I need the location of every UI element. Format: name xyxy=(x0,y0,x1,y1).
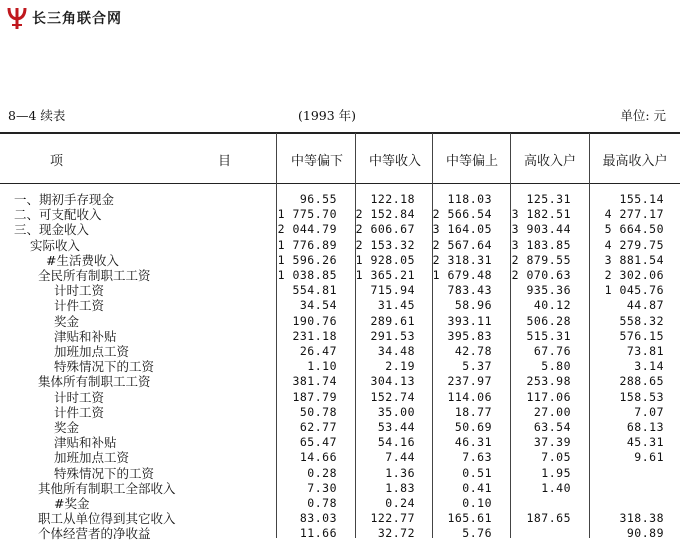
row-value: 3 183.85 xyxy=(511,237,571,252)
row-value: 165.61 xyxy=(447,511,492,526)
table-row xyxy=(0,268,680,283)
row-value: 7.63 xyxy=(462,450,492,465)
row-value: 2 152.84 xyxy=(355,207,415,222)
table-row xyxy=(0,207,680,222)
row-value: 0.78 xyxy=(307,496,337,510)
row-value: 554.81 xyxy=(292,283,337,298)
row-value: 2 044.79 xyxy=(277,222,337,237)
row-value: 122.77 xyxy=(370,511,415,526)
row-label: 特殊情况下的工资 xyxy=(54,465,155,481)
row-value: 40.12 xyxy=(533,298,571,313)
row-value: 7.30 xyxy=(307,480,337,495)
row-label: 加班加点工资 xyxy=(54,344,130,359)
row-value: 783.43 xyxy=(447,283,492,298)
row-value: 2 153.32 xyxy=(355,237,415,252)
table-row xyxy=(0,405,680,420)
row-label: 奖金 xyxy=(54,420,80,435)
row-value: 58.96 xyxy=(454,298,492,313)
table-unit: 单位: 元 xyxy=(620,108,666,123)
table-row xyxy=(0,359,680,374)
row-label: 职工从单位得到其它收入 xyxy=(38,511,176,527)
row-value: 393.11 xyxy=(447,313,492,328)
trident-logo-icon xyxy=(6,6,28,30)
table-row xyxy=(0,420,680,435)
table-row xyxy=(0,526,680,541)
row-value: 42.78 xyxy=(454,344,492,358)
row-value: 54.16 xyxy=(377,435,415,450)
row-value: 3 881.54 xyxy=(604,252,664,267)
row-value: 7.07 xyxy=(634,404,664,419)
row-value: 5.76 xyxy=(462,526,492,541)
row-value: 7.05 xyxy=(541,450,571,465)
row-value: 62.77 xyxy=(299,420,337,434)
column-header-highest: 最高收入户 xyxy=(602,154,668,169)
site-name: 长三角联合网 xyxy=(32,11,122,27)
row-label: 计时工资 xyxy=(54,283,105,299)
row-value: 114.06 xyxy=(447,389,492,404)
table-row xyxy=(0,344,680,359)
row-label: 计时工资 xyxy=(54,389,105,405)
row-value: 381.74 xyxy=(292,374,337,389)
row-value: 395.83 xyxy=(447,328,492,343)
row-value: 2 879.55 xyxy=(511,252,571,267)
row-value: 45.31 xyxy=(626,435,664,450)
table-row xyxy=(0,314,680,329)
row-value: 44.87 xyxy=(626,298,664,313)
row-value: 18.77 xyxy=(454,404,492,419)
row-label: #生活费收入 xyxy=(46,252,119,268)
row-value: 5.37 xyxy=(462,359,492,374)
row-value: 9.61 xyxy=(634,450,664,465)
row-value: 2 566.54 xyxy=(432,207,492,222)
row-value: 50.78 xyxy=(299,404,337,419)
row-label: 奖金 xyxy=(54,313,80,329)
table-row xyxy=(0,374,680,389)
row-value: 3 164.05 xyxy=(432,222,492,237)
row-value: 2 070.63 xyxy=(511,268,571,282)
row-value: 83.03 xyxy=(299,511,337,526)
row-value: 237.97 xyxy=(447,374,492,389)
row-value: 63.54 xyxy=(533,420,571,434)
row-value: 0.51 xyxy=(462,465,492,480)
row-value: 50.69 xyxy=(454,420,492,434)
header-item-left: 项 xyxy=(50,154,64,169)
row-value: 288.65 xyxy=(619,374,664,389)
row-value: 3 903.44 xyxy=(511,222,571,237)
row-label: 计件工资 xyxy=(54,404,105,420)
row-value: 11.66 xyxy=(299,526,337,541)
row-label: 其他所有制职工全部收入 xyxy=(38,480,176,496)
row-label: #奖金 xyxy=(54,496,90,511)
row-value: 2 567.64 xyxy=(432,237,492,252)
row-value: 14.66 xyxy=(299,450,337,465)
row-value: 1 679.48 xyxy=(432,268,492,282)
row-value: 1 365.21 xyxy=(355,268,415,282)
row-value: 515.31 xyxy=(526,328,571,343)
row-value: 31.45 xyxy=(377,298,415,313)
table-top-rule xyxy=(0,132,680,134)
row-value: 1.36 xyxy=(385,465,415,480)
row-value: 46.31 xyxy=(454,435,492,450)
site-logo[interactable] xyxy=(6,6,122,30)
row-value: 122.18 xyxy=(370,192,415,206)
row-value: 1.10 xyxy=(307,359,337,374)
table-number: 8—4 续表 xyxy=(8,108,66,123)
row-value: 231.18 xyxy=(292,328,337,343)
row-value: 35.00 xyxy=(377,404,415,419)
row-value: 68.13 xyxy=(626,420,664,434)
table-row xyxy=(0,511,680,526)
row-value: 7.44 xyxy=(385,450,415,465)
table-row xyxy=(0,298,680,313)
table-year: (1993 年) xyxy=(298,108,357,123)
table-row xyxy=(0,283,680,298)
column-header-middle: 中等收入 xyxy=(368,154,421,169)
row-value: 187.65 xyxy=(526,511,571,526)
row-value: 558.32 xyxy=(619,313,664,328)
row-label: 津贴和补贴 xyxy=(54,328,117,344)
row-value: 65.47 xyxy=(299,435,337,450)
row-value: 37.39 xyxy=(533,435,571,450)
row-value: 5 664.50 xyxy=(604,222,664,237)
row-value: 3 182.51 xyxy=(511,207,571,222)
row-value: 2 606.67 xyxy=(355,222,415,237)
header-bottom-rule xyxy=(0,183,680,184)
table-row xyxy=(0,450,680,465)
row-label: 特殊情况下的工资 xyxy=(54,359,155,375)
row-value: 2 318.31 xyxy=(432,252,492,267)
row-label: 集体所有制职工工资 xyxy=(38,374,151,390)
row-value: 1 045.76 xyxy=(604,283,664,298)
table-row xyxy=(0,329,680,344)
row-value: 289.61 xyxy=(370,313,415,328)
column-header-upper-middle: 中等偏上 xyxy=(445,154,498,169)
column-header-lower-middle: 中等偏下 xyxy=(290,154,343,169)
row-value: 1 776.89 xyxy=(277,237,337,252)
row-value: 32.72 xyxy=(377,526,415,541)
table-row xyxy=(0,253,680,268)
row-value: 1 038.85 xyxy=(277,268,337,282)
row-value: 26.47 xyxy=(299,344,337,358)
row-value: 96.55 xyxy=(299,192,337,206)
row-value: 117.06 xyxy=(526,389,571,404)
row-value: 291.53 xyxy=(370,328,415,343)
row-label: 三、现金收入 xyxy=(14,222,90,238)
row-value: 935.36 xyxy=(526,283,571,298)
table-row xyxy=(0,222,680,237)
row-value: 4 277.17 xyxy=(604,207,664,222)
row-value: 1 596.26 xyxy=(277,252,337,267)
row-label: 全民所有制职工工资 xyxy=(38,268,151,283)
header-item-right: 目 xyxy=(218,154,232,169)
row-value: 90.89 xyxy=(626,526,664,541)
table-row xyxy=(0,192,680,207)
row-value: 67.76 xyxy=(533,344,571,358)
row-value: 5.80 xyxy=(541,359,571,374)
table-row xyxy=(0,238,680,253)
row-value: 53.44 xyxy=(377,420,415,434)
row-value: 304.13 xyxy=(370,374,415,389)
row-value: 3.14 xyxy=(634,359,664,374)
row-value: 0.28 xyxy=(307,465,337,480)
row-value: 27.00 xyxy=(533,404,571,419)
row-value: 1.83 xyxy=(385,480,415,495)
row-value: 152.74 xyxy=(370,389,415,404)
row-value: 253.98 xyxy=(526,374,571,389)
row-value: 4 279.75 xyxy=(604,237,664,252)
row-value: 73.81 xyxy=(626,344,664,358)
row-value: 158.53 xyxy=(619,389,664,404)
row-value: 125.31 xyxy=(526,192,571,206)
table-row xyxy=(0,466,680,481)
row-value: 576.15 xyxy=(619,328,664,343)
row-label: 津贴和补贴 xyxy=(54,435,117,451)
row-value: 34.54 xyxy=(299,298,337,313)
row-label: 计件工资 xyxy=(54,298,105,314)
row-value: 506.28 xyxy=(526,313,571,328)
row-value: 187.79 xyxy=(292,389,337,404)
table-row xyxy=(0,481,680,496)
row-value: 0.10 xyxy=(462,496,492,510)
row-value: 155.14 xyxy=(619,192,664,206)
row-value: 118.03 xyxy=(447,192,492,206)
table-row xyxy=(0,435,680,450)
row-value: 318.38 xyxy=(619,511,664,526)
row-value: 2.19 xyxy=(385,359,415,374)
row-value: 34.48 xyxy=(377,344,415,358)
row-value: 1.95 xyxy=(541,465,571,480)
row-value: 715.94 xyxy=(370,283,415,298)
row-value: 0.24 xyxy=(385,496,415,510)
row-label: 加班加点工资 xyxy=(54,450,130,466)
row-value: 1 928.05 xyxy=(355,252,415,267)
row-value: 190.76 xyxy=(292,313,337,328)
row-label: 二、可支配收入 xyxy=(14,207,102,223)
table-row xyxy=(0,496,680,511)
row-label: 个体经营者的净收益 xyxy=(38,526,151,541)
column-header-high: 高收入户 xyxy=(523,154,576,169)
table-row xyxy=(0,390,680,405)
row-label: 一、期初手存现金 xyxy=(14,192,115,207)
row-value: 2 302.06 xyxy=(604,268,664,282)
row-label: 实际收入 xyxy=(30,237,81,253)
row-value: 1.40 xyxy=(541,480,571,495)
row-value: 0.41 xyxy=(462,480,492,495)
row-value: 1 775.70 xyxy=(277,207,337,222)
